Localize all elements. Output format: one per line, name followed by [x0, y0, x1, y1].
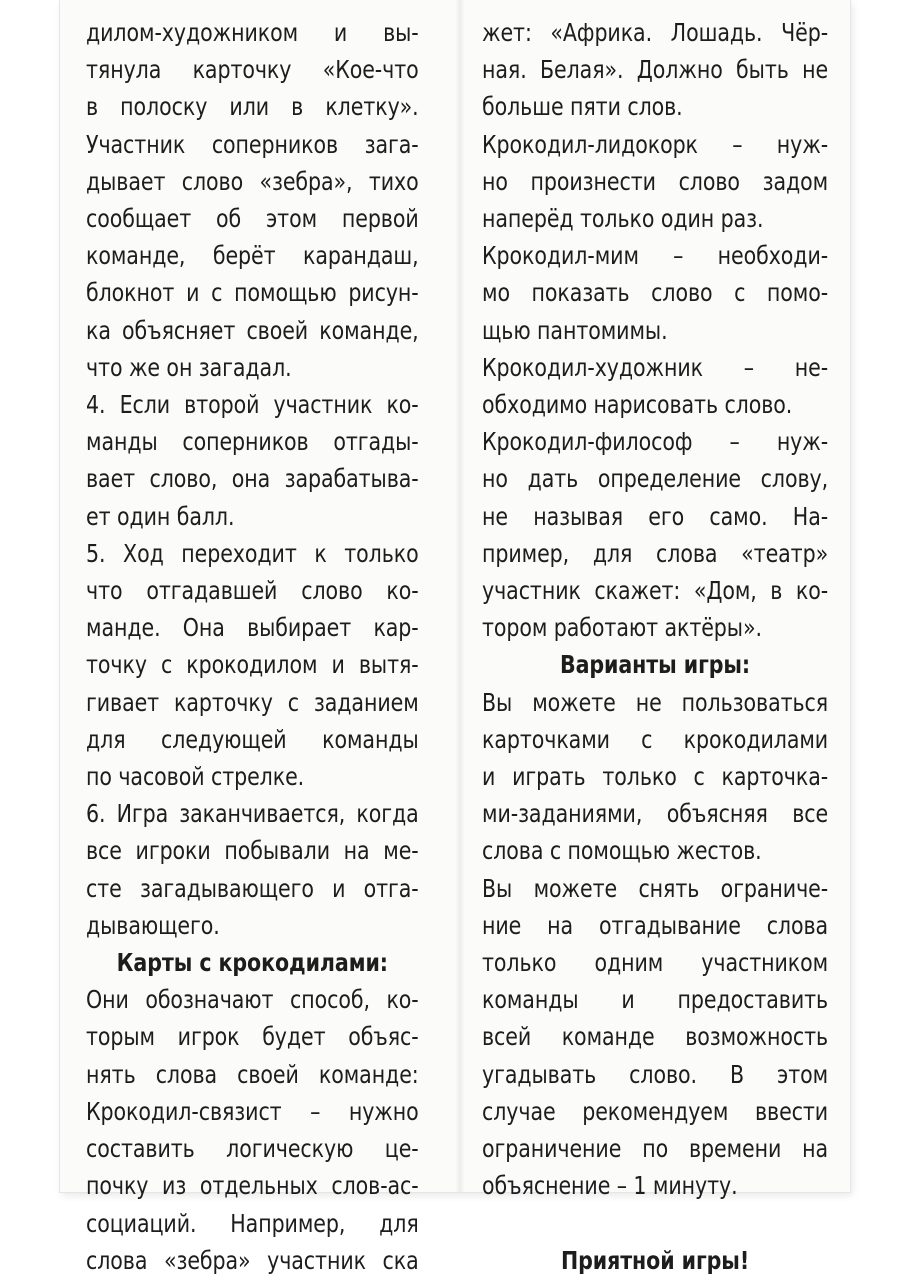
text-line: Крокодил-философ – нуж- [482, 427, 829, 457]
text-line: манды соперников отгады- [86, 427, 419, 457]
text-line: 4. Если второй участник ко- [86, 390, 419, 420]
text-line: ет один балл. [86, 501, 235, 531]
text-line: ка объясняет своей команде, [86, 315, 419, 345]
section-heading-game-variants: Варианты игры: [559, 650, 751, 680]
text-line: гивает карточку с заданием [86, 687, 419, 717]
text-line: ние на отгадывание слова [482, 910, 829, 940]
text-line: участник скажет: «Дом, в ко- [482, 576, 829, 606]
text-line: тянула карточку «Кое-что [86, 55, 419, 85]
text-line: Крокодил-лидокорк – нуж- [482, 129, 829, 159]
text-line: точку с крокодилом и вытя- [86, 650, 419, 680]
text-line: Вы можете снять ограниче- [482, 873, 829, 903]
text-line: социаций. Например, для [86, 1208, 419, 1238]
text-line: но дать определение слову, [482, 464, 829, 494]
right-text-column [482, 14, 828, 1279]
text-line: сте загадывающего и отга- [86, 873, 419, 903]
text-line: случае рекомендуем ввести [482, 1096, 829, 1126]
text-line: блокнот и с помощью рисун- [86, 278, 419, 308]
text-line: всей команде возможность [482, 1022, 829, 1052]
text-line: почку из отдельных слов-ас- [86, 1171, 419, 1201]
text-line: ми-заданиями, объясняя все [482, 799, 829, 829]
text-line: только одним участником [482, 948, 829, 978]
text-line: по часовой стрелке. [86, 762, 305, 792]
text-line: составить логическую це- [86, 1134, 419, 1164]
text-line: пример, для слова «театр» [482, 538, 829, 568]
text-line: нять слова своей команде: [86, 1059, 419, 1089]
text-line: дывающего. [86, 910, 220, 940]
text-line: ная. Белая». Должно быть не [482, 55, 829, 85]
text-line: обходимо нарисовать слово. [482, 390, 793, 420]
text-line: слова «зебра» участник ска [86, 1245, 419, 1275]
text-line: все игроки побывали на ме- [86, 836, 419, 866]
closing-greeting: Приятной игры! [560, 1245, 750, 1275]
text-line: в полоску или в клетку». [86, 92, 419, 122]
text-line: Участник соперников зага- [86, 129, 419, 159]
text-line: мо показать слово с помо- [482, 278, 829, 308]
text-line: манде. Она выбирает кар- [86, 613, 419, 643]
text-line: что же он загадал. [86, 352, 292, 382]
text-line: сообщает об этом первой [86, 204, 419, 234]
text-line: тором работают актёры». [482, 613, 762, 643]
text-line: и играть только с карточка- [482, 762, 829, 792]
text-line: слова с помощью жестов. [482, 836, 762, 866]
text-line: торым игрок будет объяс- [86, 1022, 419, 1052]
text-line: наперёд только один раз. [482, 204, 764, 234]
text-line: 5. Ход переходит к только [86, 538, 419, 568]
text-line: дилом-художником и вы- [86, 18, 419, 47]
page-fold [455, 0, 465, 1192]
text-line: жет: «Африка. Лошадь. Чёр- [482, 18, 829, 47]
text-line: не называя его само. На- [482, 501, 829, 531]
text-line: ограничение по времени на [482, 1134, 829, 1164]
text-line: карточками с крокодилами [482, 724, 829, 754]
text-line: Они обозначают способ, ко- [86, 985, 419, 1015]
text-line: для следующей команды [86, 724, 419, 754]
text-line: вает слово, она зарабатыва- [86, 464, 419, 494]
left-text-column [86, 14, 419, 1279]
text-line: угадывать слово. В этом [482, 1059, 829, 1089]
blank-line [482, 1205, 828, 1242]
text-line: команды и предоставить [482, 985, 829, 1015]
text-line: объяснение – 1 минуту. [482, 1171, 738, 1201]
text-line: но произнести слово задом [482, 166, 829, 196]
text-line: команде, берёт карандаш, [86, 241, 419, 271]
text-line: Вы можете не пользоваться [482, 687, 829, 717]
text-line: что отгадавшей слово ко- [86, 576, 419, 606]
text-line: 6. Игра заканчивается, когда [86, 799, 419, 829]
text-line: щью пантомимы. [482, 315, 668, 345]
text-line: Крокодил-связист – нужно [86, 1096, 419, 1126]
text-line: Крокодил-мим – необходи- [482, 241, 829, 271]
text-line: дывает слово «зебра», тихо [86, 166, 419, 196]
text-line: Крокодил-художник – не- [482, 352, 829, 382]
section-heading-crocodile-cards: Карты с крокодилами: [116, 948, 388, 978]
text-line: больше пяти слов. [482, 92, 683, 122]
